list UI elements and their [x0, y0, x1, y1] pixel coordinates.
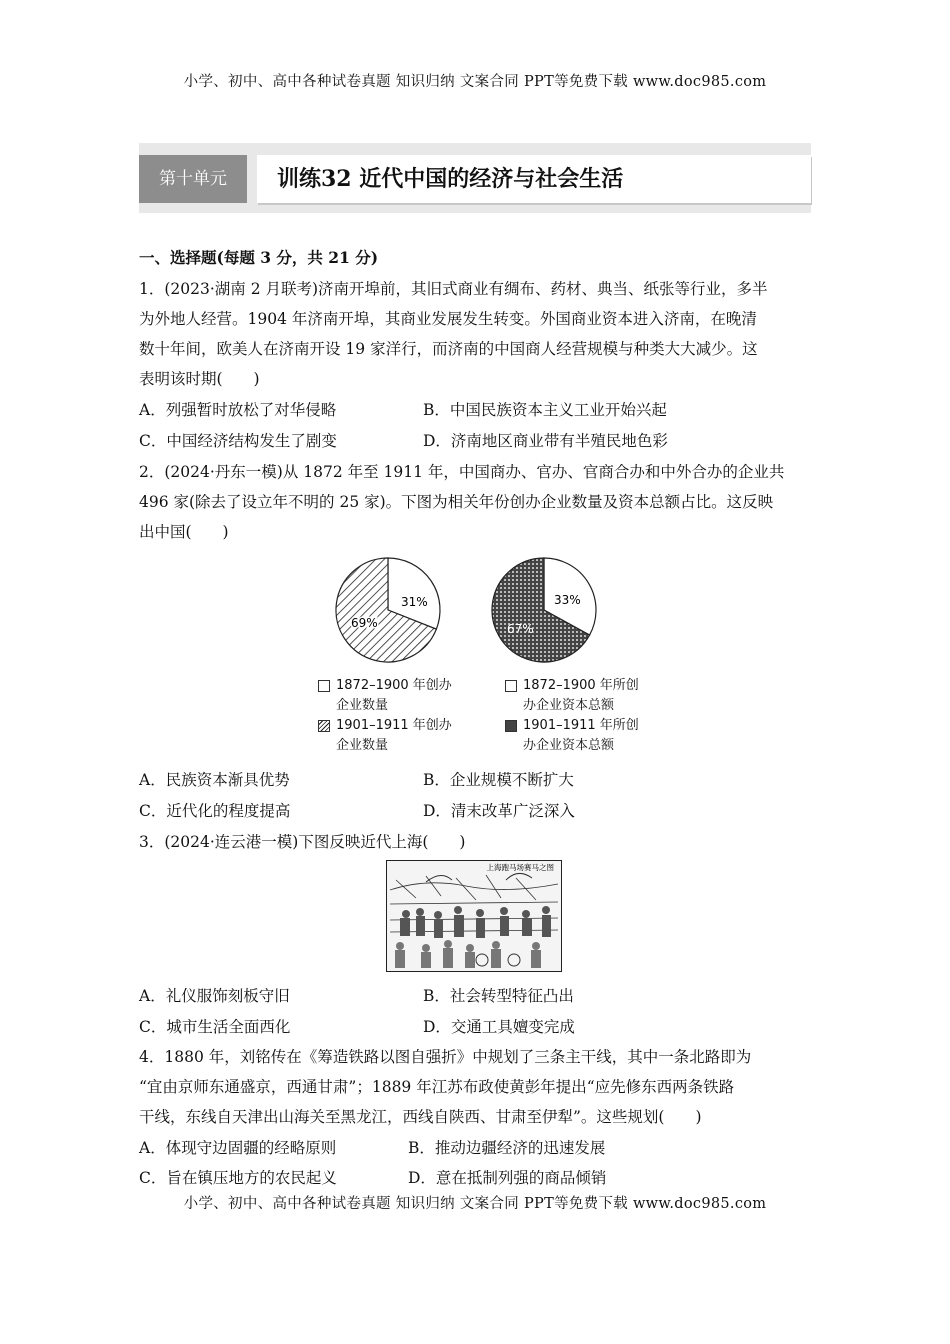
q3-line-1: 3．(2024·连云港一模)下图反映近代上海( )	[139, 833, 466, 851]
q4-option-b[interactable]: B．推动边疆经济的迅速发展	[408, 1139, 606, 1157]
illustration-caption: 上海跑马场赛马之图	[486, 863, 554, 872]
legend-swatch-white	[318, 680, 330, 692]
q1-line-4: 表明该时期( )	[139, 370, 260, 388]
q2-line-3: 出中国( )	[139, 523, 229, 541]
unit-banner	[139, 143, 811, 213]
q4-line-2: “宜由京师东通盛京，西通甘肃”；1889 年江苏布政使黄彭年提出“应先修东西两条铁路	[139, 1078, 735, 1096]
q1-option-c[interactable]: C．中国经济结构发生了剧变	[139, 432, 337, 450]
q3-option-a[interactable]: A．礼仪服饰刻板守旧	[139, 987, 290, 1005]
page-title: 训练32 近代中国的经济与社会生活	[277, 166, 624, 192]
pie1-label-31: 31%	[401, 595, 428, 609]
legend-item-count-early-line2: 企业数量	[336, 698, 389, 713]
legend-swatch-hatch	[318, 720, 330, 732]
q1-option-a[interactable]: A．列强暂时放松了对华侵略	[139, 401, 337, 419]
q4-option-c[interactable]: C．旨在镇压地方的农民起义	[139, 1169, 337, 1187]
q2-option-c[interactable]: C．近代化的程度提高	[139, 802, 291, 820]
q4-option-d[interactable]: D．意在抵制列强的商品倾销	[408, 1169, 607, 1187]
q3-option-d[interactable]: D．交通工具嬗变完成	[423, 1018, 575, 1036]
racecourse-illustration	[386, 860, 562, 972]
unit-label: 第十单元	[139, 155, 247, 203]
section-heading: 一、选择题(每题 3 分，共 21 分)	[139, 248, 379, 267]
legend-item-capital-early: 1872–1900 年所创	[505, 676, 639, 696]
q2-option-b[interactable]: B．企业规模不断扩大	[423, 771, 574, 789]
q4-line-1: 4．1880 年，刘铭传在《筹造铁路以图自强折》中规划了三条主干线，其中一条北路即为	[139, 1048, 752, 1066]
pie2-label-33: 33%	[554, 593, 581, 607]
q3-option-b[interactable]: B．社会转型特征凸出	[423, 987, 574, 1005]
legend-item-count-early: 1872–1900 年创办	[318, 676, 452, 696]
q2-option-d[interactable]: D．清末改革广泛深入	[423, 802, 575, 820]
legend-right	[505, 676, 639, 756]
legend-item-count-late: 1901–1911 年创办	[318, 716, 452, 736]
q1-line-1: 1．(2023·湖南 2 月联考)济南开埠前，其旧式商业有绸布、药材、典当、纸张等行业，多半	[139, 280, 768, 298]
legend-left	[318, 676, 452, 756]
legend-item-capital-late: 1901–1911 年所创	[505, 716, 639, 736]
page-footer: 小学、初中、高中各种试卷真题 知识归纳 文案合同 PPT等免费下载 www.doc985.com	[183, 1196, 767, 1212]
legend-item-capital-late-line2: 办企业资本总额	[523, 738, 615, 753]
legend-swatch-white	[505, 680, 517, 692]
q1-option-d[interactable]: D．济南地区商业带有半殖民地色彩	[423, 432, 668, 450]
pie1-label-69: 69%	[351, 616, 378, 630]
title-box	[257, 155, 811, 203]
legend-item-count-late-line2: 企业数量	[336, 738, 389, 753]
q2-line-2: 496 家(除去了设立年不明的 25 家)。下图为相关年份创办企业数量及资本总额占比。这反映	[139, 493, 774, 511]
legend-item-capital-early-line2: 办企业资本总额	[523, 698, 615, 713]
pie-chart-enterprise-count	[336, 558, 440, 662]
q1-line-2: 为外地人经营。1904 年济南开埠，其商业发展发生转变。外国商业资本进入济南，在晚清	[139, 310, 757, 328]
q3-option-c[interactable]: C．城市生活全面西化	[139, 1018, 291, 1036]
q2-line-1: 2．(2024·丹东一模)从 1872 年至 1911 年，中国商办、官办、官商合办和中外合办的企业共	[139, 463, 785, 481]
q4-option-a[interactable]: A．体现守边固疆的经略原则	[139, 1139, 337, 1157]
pie-charts	[320, 555, 660, 667]
pie-chart-capital-total	[492, 558, 596, 662]
q4-line-3: 干线，东线自天津出山海关至黑龙江，西线自陕西、甘肃至伊犁”。这些规划( )	[139, 1108, 702, 1126]
q1-option-b[interactable]: B．中国民族资本主义工业开始兴起	[423, 401, 667, 419]
q2-option-a[interactable]: A．民族资本渐具优势	[139, 771, 290, 789]
legend-swatch-grid	[505, 720, 517, 732]
page-header: 小学、初中、高中各种试卷真题 知识归纳 文案合同 PPT等免费下载 www.doc985.com	[183, 74, 767, 90]
pie2-label-67: 67%	[507, 622, 534, 636]
q1-line-3: 数十年间，欧美人在济南开设 19 家洋行，而济南的中国商人经营规模与种类大大减少。这	[139, 340, 758, 358]
